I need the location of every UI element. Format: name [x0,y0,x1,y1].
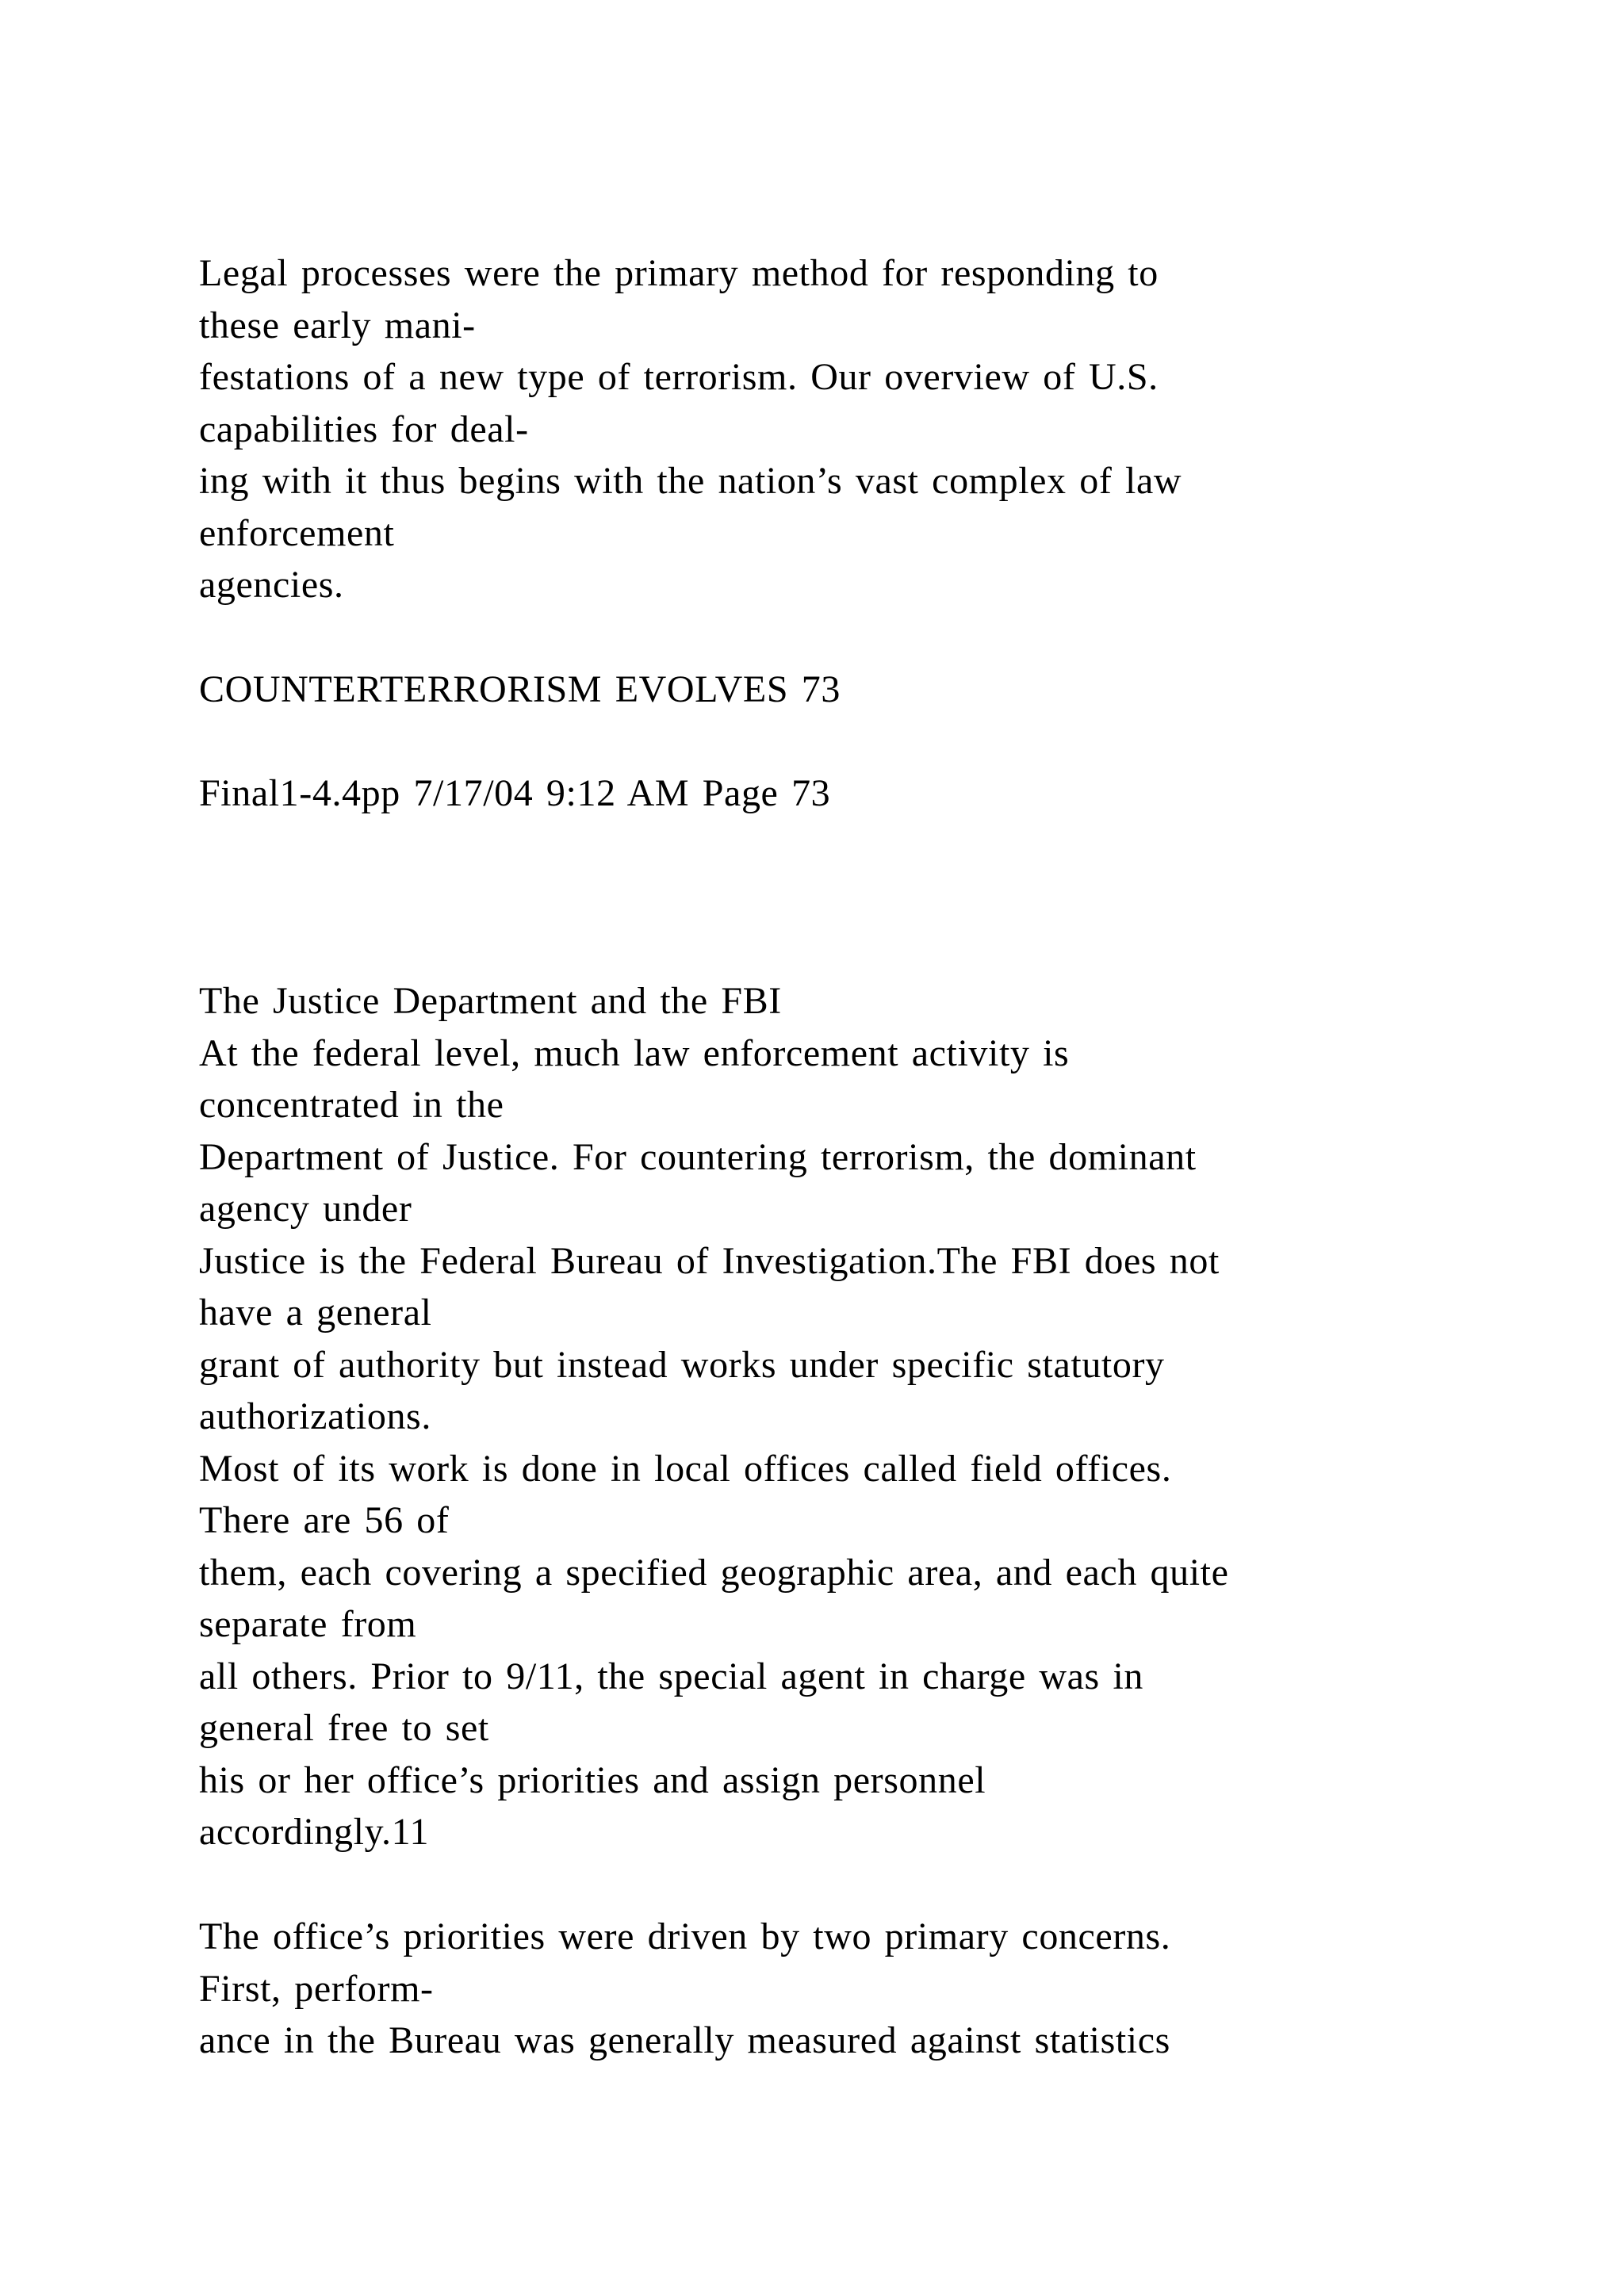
paragraph-2-line: Most of its work is done in local offices called field offices. [199,1447,1172,1490]
paragraph-2-line: There are 56 of [199,1499,450,1541]
running-head-text: COUNTERTERRORISM EVOLVES 73 [199,668,841,710]
paragraph-1 [199,247,1507,611]
paragraph-2-line: Justice is the Federal Bureau of Investigation.The FBI does not [199,1239,1220,1282]
paragraph-1-line: festations of a new type of terrorism. Our overview of U.S. [199,356,1159,398]
paragraph-3-line: First, perform- [199,1967,434,2010]
paragraph-2-line: separate from [199,1603,417,1645]
running-head [199,664,1507,716]
paragraph-2-line: At the federal level, much law enforcement activity is [199,1031,1070,1074]
paragraph-2-line: general free to set [199,1707,489,1749]
paragraph-2-line: them, each covering a specified geographic area, and each quite [199,1551,1229,1594]
paragraph-1-line: Legal processes were the primary method for responding to [199,252,1159,294]
paragraph-2-line: have a general [199,1292,432,1334]
section-block [199,975,1507,1858]
paragraph-2-line: authorizations. [199,1395,431,1437]
paragraph-3-line: The office’s priorities were driven by two primary concerns. [199,1915,1171,1957]
paragraph-3 [199,1911,1507,2067]
paragraph-1-line: these early mani- [199,304,476,346]
paragraph-2-line: agency under [199,1188,412,1230]
paragraph-2-line: Department of Justice. For countering terrorism, the dominant [199,1135,1197,1178]
paragraph-2-line: concentrated in the [199,1084,504,1126]
paragraph-2-line: grant of authority but instead works under specific statutory [199,1343,1165,1386]
slug-line-text: Final1-4.4pp 7/17/04 9:12 AM Page 73 [199,772,831,814]
paragraph-2-line: his or her office’s priorities and assign personnel [199,1758,986,1801]
section-heading: The Justice Department and the FBI [199,980,782,1022]
paragraph-2-line: accordingly.11 [199,1811,430,1853]
paragraph-1-line: enforcement [199,511,395,554]
paragraph-1-line: capabilities for deal- [199,408,529,450]
paragraph-1-line: agencies. [199,564,344,606]
paragraph-2-line: all others. Prior to 9/11, the special agent in charge was in [199,1655,1143,1697]
paragraph-1-line: ing with it thus begins with the nation’s vast complex of law [199,460,1182,502]
slug-line [199,767,1507,820]
paragraph-3-line: ance in the Bureau was generally measured against statistics [199,2019,1170,2061]
